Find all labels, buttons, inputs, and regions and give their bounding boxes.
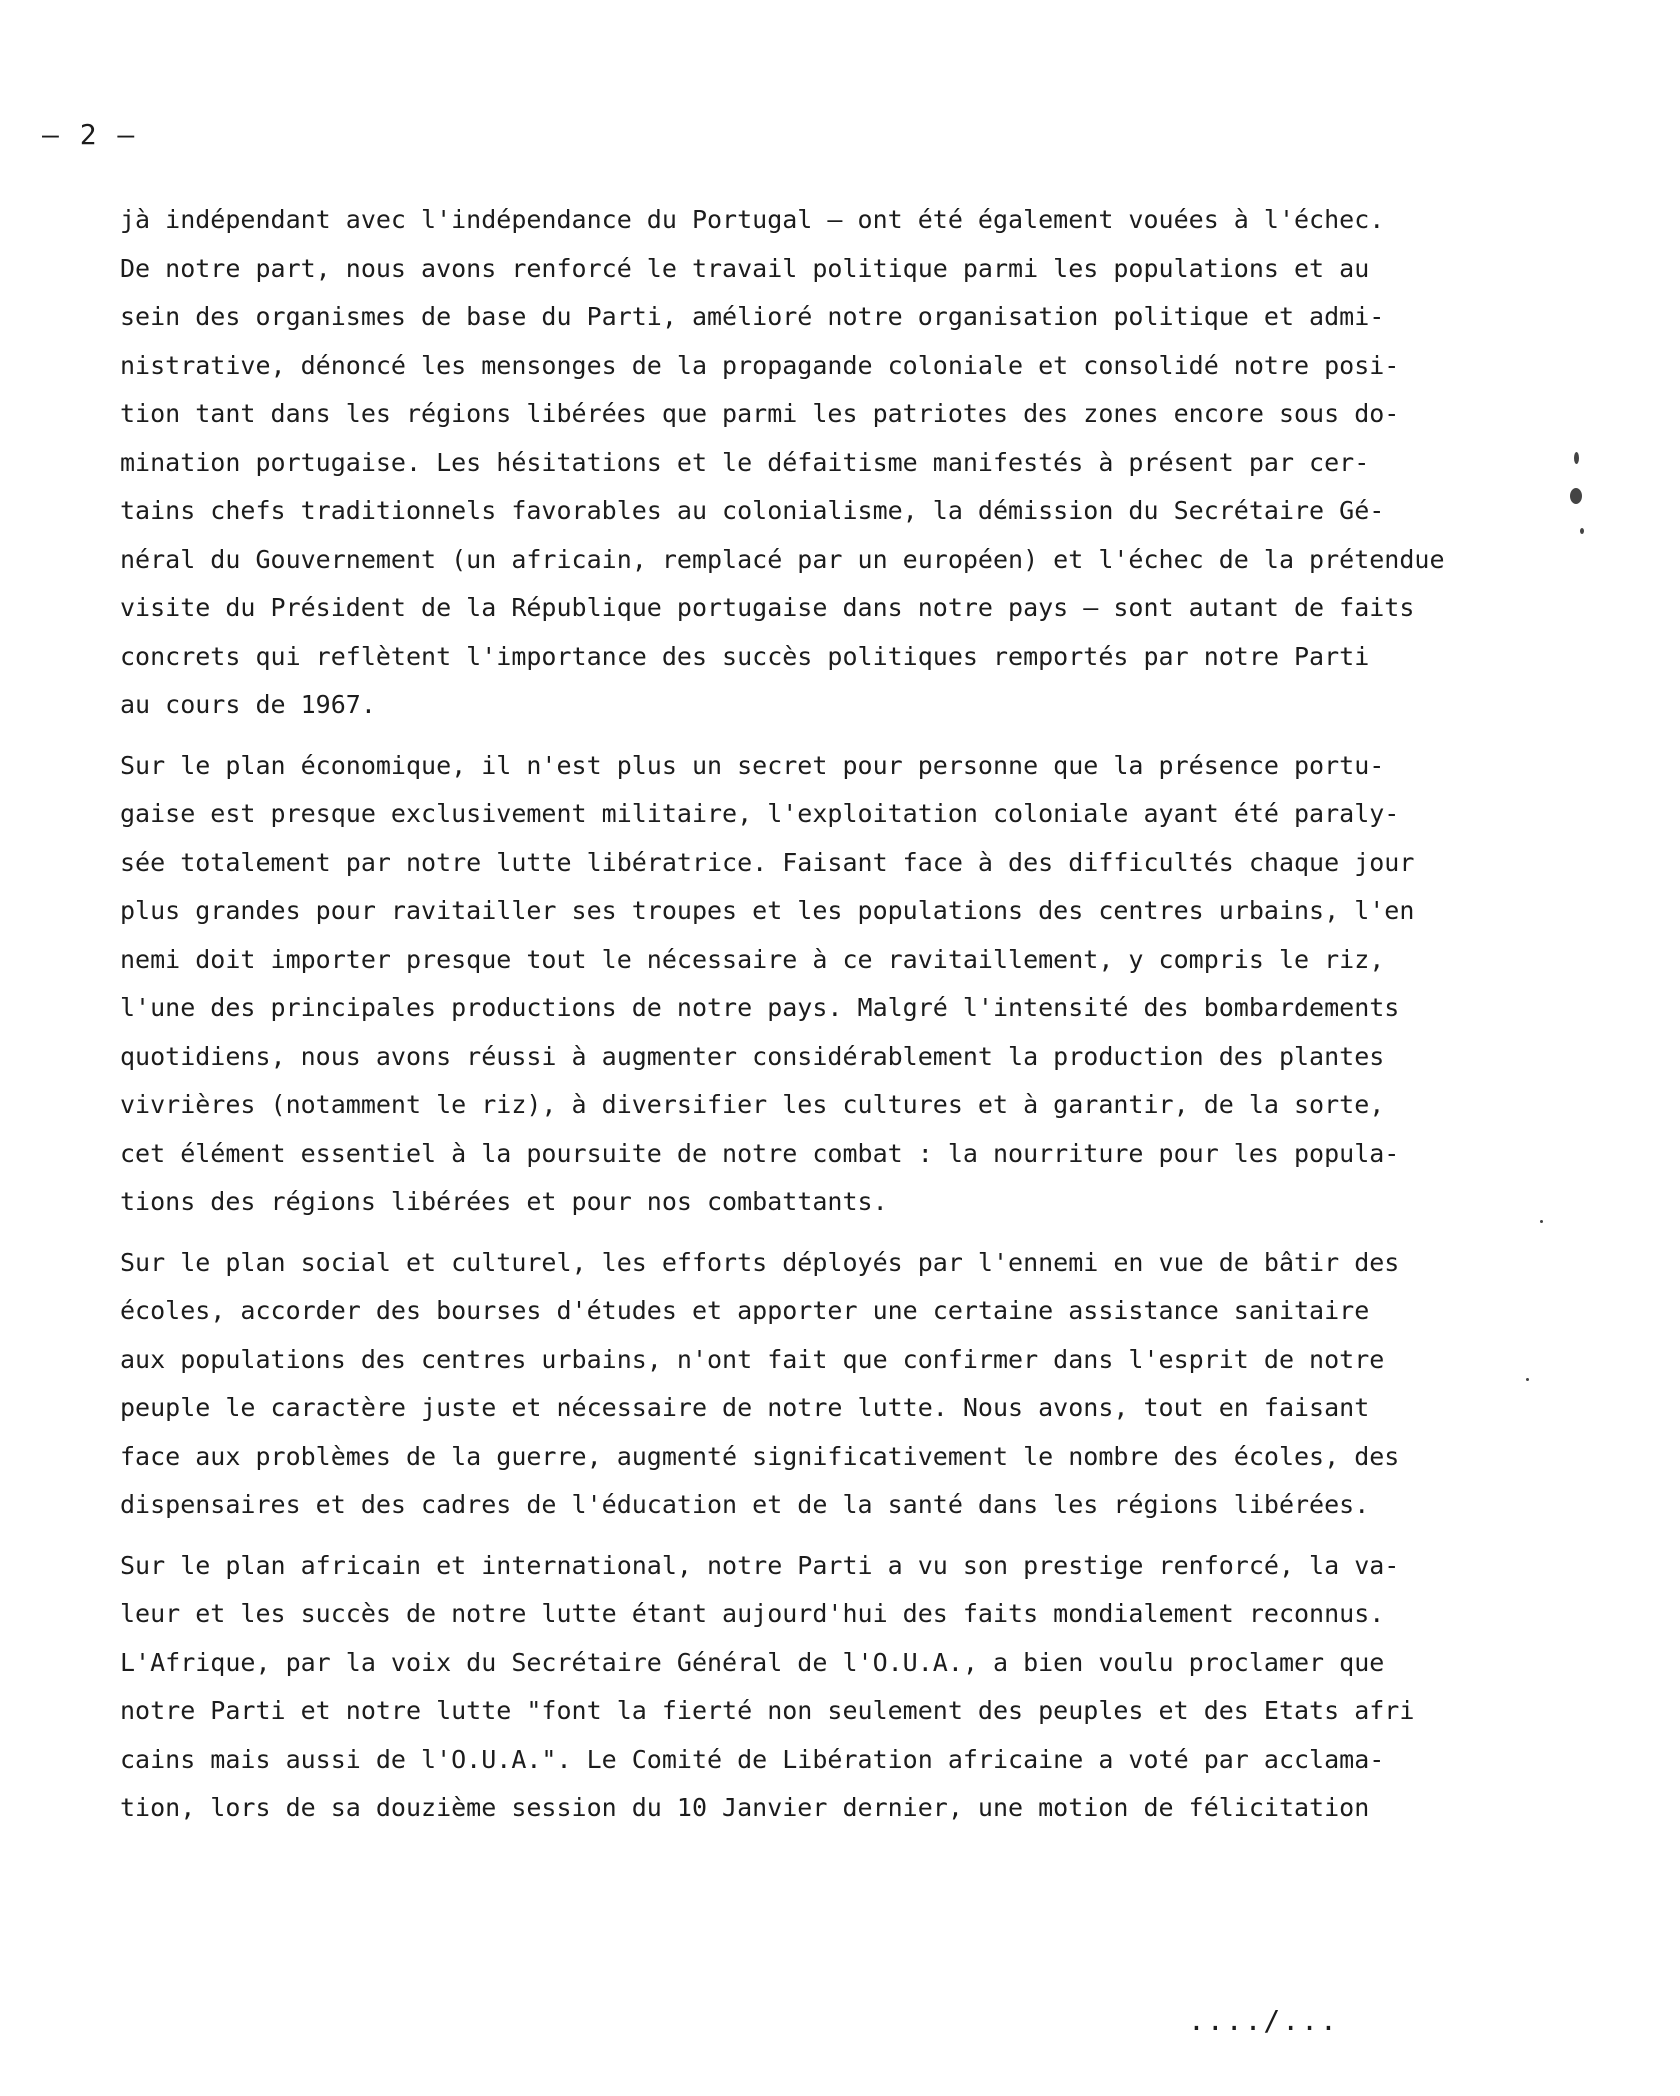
paragraph-economic bbox=[120, 742, 1500, 1227]
text-line: gaise est presque exclusivement militaire, l'exploitation coloniale ayant été paraly- bbox=[120, 799, 1400, 828]
text-line: leur et les succès de notre lutte étant aujourd'hui des faits mondialement reconnus. bbox=[120, 1599, 1385, 1628]
paragraph-political bbox=[120, 196, 1500, 730]
text-line: plus grandes pour ravitailler ses troupes et les populations des centres urbains, l'en bbox=[120, 896, 1415, 925]
text-line: nistrative, dénoncé les mensonges de la propagande coloniale et consolidé notre posi- bbox=[120, 350, 1400, 380]
text-line: au cours de 1967. bbox=[120, 690, 376, 719]
text-line: peuple le caractère juste et nécessaire de notre lutte. Nous avons, tout en faisant bbox=[120, 1393, 1370, 1422]
text-line: face aux problèmes de la guerre, augmenté significativement le nombre des écoles, des bbox=[120, 1441, 1400, 1471]
scan-speck bbox=[1570, 488, 1582, 504]
text-line: dispensaires et des cadres de l'éducation et de la santé dans les régions libérées. bbox=[120, 1490, 1370, 1519]
body-text bbox=[120, 196, 1500, 1845]
text-line: tains chefs traditionnels favorables au colonialisme, la démission du Secrétaire Gé- bbox=[120, 496, 1385, 525]
text-line: Sur le plan africain et international, notre Parti a vu son prestige renforcé, la va- bbox=[120, 1550, 1400, 1580]
continuation-marker: ..../... bbox=[1188, 2004, 1339, 2037]
text-line: écoles, accorder des bourses d'études et apporter une certaine assistance sanitaire bbox=[120, 1296, 1370, 1325]
scan-speck bbox=[1540, 1220, 1543, 1223]
text-line: cains mais aussi de l'O.U.A.". Le Comité de Libération africaine a voté par acclama- bbox=[120, 1744, 1385, 1774]
scan-speck bbox=[1574, 452, 1579, 464]
text-line: Sur le plan social et culturel, les efforts déployés par l'ennemi en vue de bâtir des bbox=[120, 1247, 1400, 1277]
text-line: visite du Président de la République portugaise dans notre pays – sont autant de faits bbox=[120, 593, 1415, 622]
scan-speck bbox=[1526, 1378, 1529, 1381]
text-line: Sur le plan économique, il n'est plus un secret pour personne que la présence portu- bbox=[120, 750, 1385, 780]
text-line: cet élément essentiel à la poursuite de notre combat : la nourriture pour les popula- bbox=[120, 1138, 1400, 1168]
text-line: l'une des principales productions de notre pays. Malgré l'intensité des bombardements bbox=[120, 993, 1400, 1022]
text-line: notre Parti et notre lutte "font la fierté non seulement des peuples et des Etats afri bbox=[120, 1696, 1415, 1725]
text-line: jà indépendant avec l'indépendance du Portugal – ont été également vouées à l'échec. bbox=[120, 205, 1385, 234]
text-line: concrets qui reflètent l'importance des succès politiques remportés par notre Parti bbox=[120, 641, 1370, 671]
text-line: tion tant dans les régions libérées que parmi les patriotes des zones encore sous do- bbox=[120, 399, 1400, 428]
text-line: mination portugaise. Les hésitations et le défaitisme manifestés à présent par cer- bbox=[120, 447, 1370, 477]
text-line: De notre part, nous avons renforcé le travail politique parmi les populations et au bbox=[120, 253, 1370, 283]
scan-speck bbox=[1580, 528, 1584, 534]
page-number: – 2 – bbox=[42, 118, 137, 151]
text-line: quotidiens, nous avons réussi à augmenter considérablement la production des plantes bbox=[120, 1041, 1385, 1071]
text-line: L'Afrique, par la voix du Secrétaire Général de l'O.U.A., a bien voulu proclamer que bbox=[120, 1647, 1385, 1677]
text-line: tions des régions libérées et pour nos combattants. bbox=[120, 1187, 888, 1216]
text-line: néral du Gouvernement (un africain, remplacé par un européen) et l'échec de la prétendue bbox=[120, 544, 1445, 574]
text-line: aux populations des centres urbains, n'ont fait que confirmer dans l'esprit de notre bbox=[120, 1344, 1385, 1374]
text-line: nemi doit importer presque tout le nécessaire à ce ravitaillement, y compris le riz, bbox=[120, 944, 1385, 974]
text-line: sein des organismes de base du Parti, amélioré notre organisation politique et admi- bbox=[120, 302, 1385, 331]
text-line: tion, lors de sa douzième session du 10 Janvier dernier, une motion de félicitation bbox=[120, 1793, 1370, 1822]
text-line: vivrières (notamment le riz), à diversifier les cultures et à garantir, de la sorte, bbox=[120, 1090, 1385, 1119]
paragraph-international bbox=[120, 1542, 1500, 1833]
paragraph-social-cultural bbox=[120, 1239, 1500, 1530]
text-line: sée totalement par notre lutte libératrice. Faisant face à des difficultés chaque jour bbox=[120, 847, 1415, 877]
